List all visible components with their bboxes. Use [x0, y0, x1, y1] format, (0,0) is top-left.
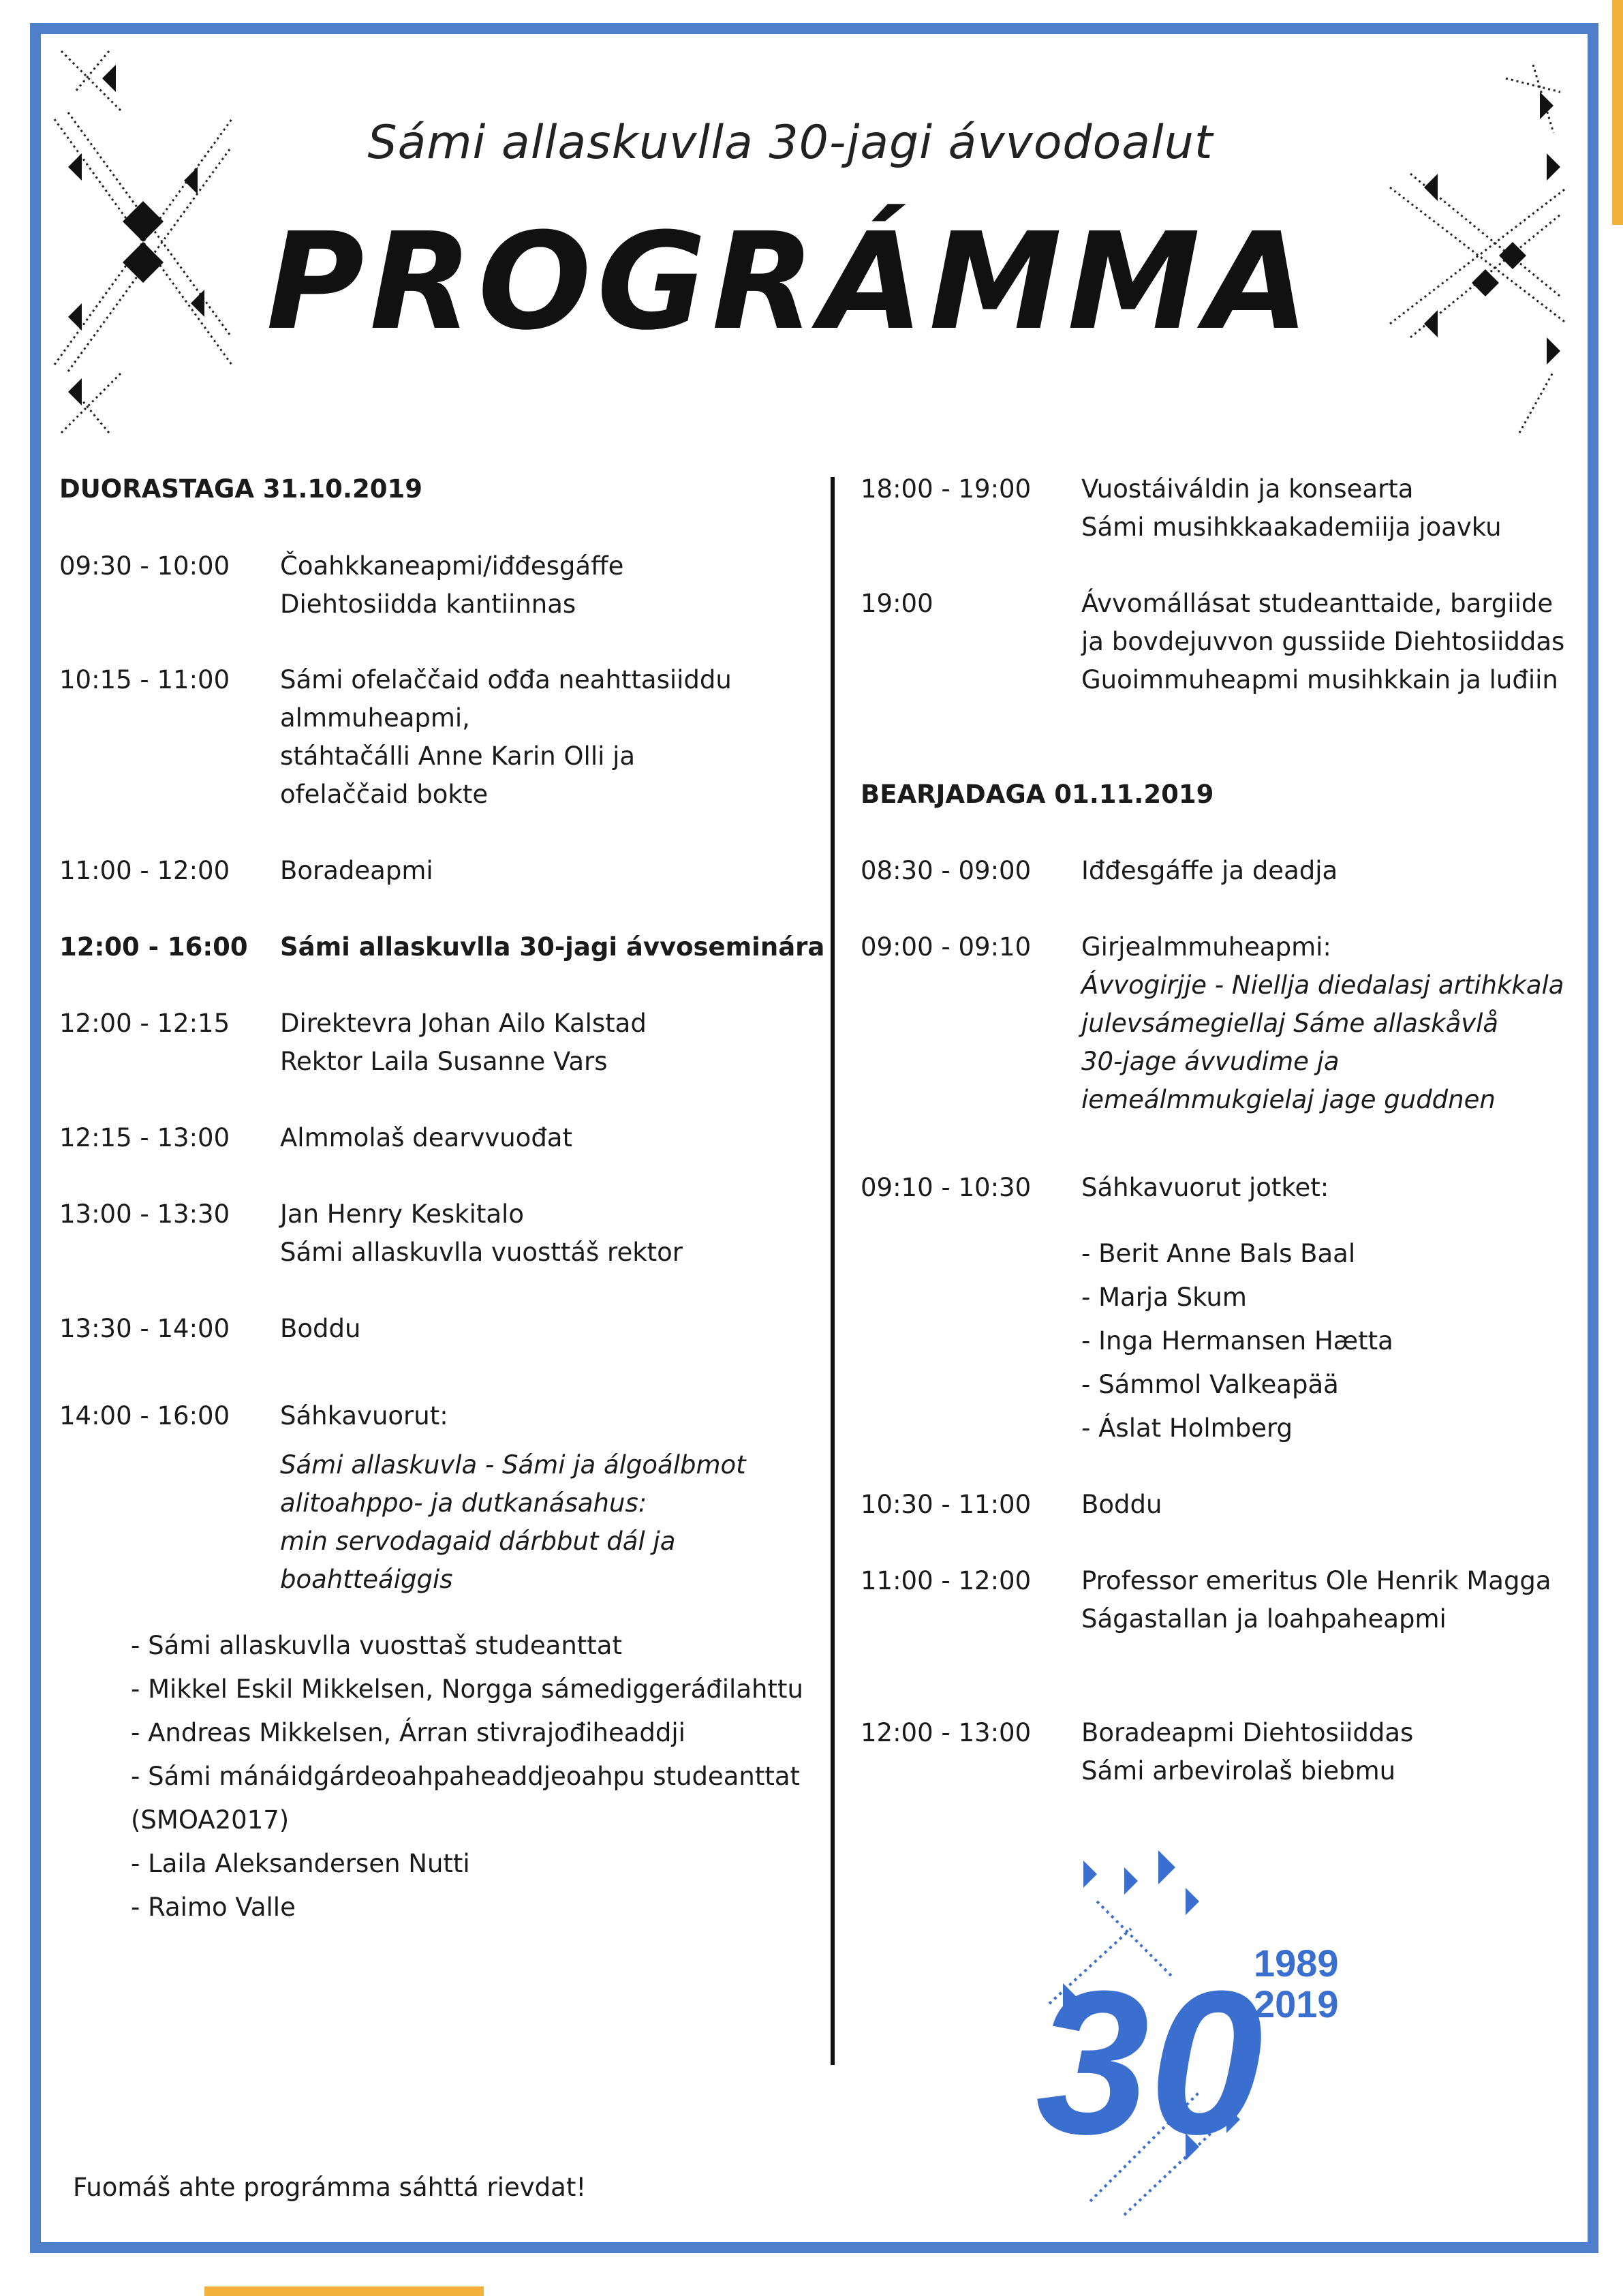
book-title: Ávvogirjje - Niellja diedalasj artihkkala: [1081, 970, 1564, 1000]
logo-mark-text: 30: [1036, 1948, 1263, 2177]
schedule-text: Almmolaš dearvvuođat: [280, 1123, 572, 1152]
schedule-text: Ságastallan ja loahpaheapmi: [1081, 1604, 1447, 1634]
schedule-time: 10:30 - 11:00: [861, 1490, 1032, 1519]
panelist-item: - Andreas Mikkelsen, Árran stivrajođiheaddji: [131, 1718, 685, 1747]
schedule-time: 13:30 - 14:00: [59, 1314, 230, 1343]
schedule-time: 12:00 - 12:15: [59, 1009, 230, 1038]
panel-title: alitoahppo- ja dutkanásahus:: [280, 1488, 647, 1518]
page-title: PROGRÁMMA: [266, 204, 1315, 360]
schedule-text: Sáhkavuorut:: [280, 1401, 448, 1430]
schedule-text: Rektor Laila Susanne Vars: [280, 1047, 608, 1076]
panel-title: Sámi allaskuvla - Sámi ja álgoálbmot: [280, 1450, 746, 1480]
schedule-time: 10:15 - 11:00: [59, 665, 230, 694]
anniversary-30-logo: [1022, 1847, 1376, 2222]
schedule-text: Sámi musihkkaakademiija joavku: [1081, 512, 1502, 542]
day2-heading: BEARJADAGA 01.11.2019: [861, 780, 1214, 809]
panelist-item: (SMOA2017): [131, 1805, 290, 1835]
panelist-item: - Mikkel Eskil Mikkelsen, Norgga sámediggeráđilahttu: [131, 1674, 803, 1704]
schedule-text: Boddu: [1081, 1490, 1162, 1519]
panelist-item: - Raimo Valle: [131, 1893, 296, 1922]
schedule-text: stáhtačálli Anne Karin Olli ja: [280, 741, 636, 771]
orange-accent-tab: [204, 2286, 484, 2296]
schedule-time: 09:00 - 09:10: [861, 932, 1032, 962]
schedule-time: 14:00 - 16:00: [59, 1401, 230, 1430]
panel-title: min servodagaid dárbbut dál ja: [280, 1527, 676, 1556]
schedule-text: Jan Henry Keskitalo: [280, 1199, 524, 1229]
schedule-text: ja bovdejuvvon gussiide Diehtosiiddas: [1081, 627, 1565, 656]
speaker-item: - Sámmol Valkeapää: [1081, 1370, 1339, 1399]
schedule-text: Sámi ofelaččaid ođđa neahttasiiddu: [280, 665, 732, 694]
event-subtitle: Sámi allaskuvlla 30-jagi ávvodoalut: [367, 116, 1214, 170]
schedule-text: Boddu: [280, 1314, 361, 1343]
schedule-text: Sámi allaskuvlla vuosttáš rektor: [280, 1238, 683, 1267]
panel-title: boahtteáiggis: [280, 1565, 453, 1594]
schedule-text: Girjealmmuheapmi:: [1081, 932, 1331, 962]
schedule-text: Sámi allaskuvlla 30-jagi ávvoseminára: [280, 932, 825, 962]
speaker-item: - Berit Anne Bals Baal: [1081, 1239, 1356, 1268]
schedule-time: 13:00 - 13:30: [59, 1199, 230, 1229]
speaker-item: - Áslat Holmberg: [1081, 1413, 1293, 1443]
logo-year-end: 2019: [1254, 1983, 1339, 2025]
schedule-text: Guoimmuheapmi musihkkain ja luđiin: [1081, 665, 1558, 694]
schedule-time: 12:00 - 13:00: [861, 1718, 1032, 1747]
book-title: iemeálmmukgielaj jage guddnen: [1081, 1085, 1496, 1114]
logo-year-start: 1989: [1254, 1942, 1339, 1985]
schedule-text: Professor emeritus Ole Henrik Magga: [1081, 1566, 1551, 1595]
schedule-text: ofelaččaid bokte: [280, 780, 489, 809]
schedule-text: Direktevra Johan Ailo Kalstad: [280, 1009, 647, 1038]
schedule-time: 09:10 - 10:30: [861, 1173, 1032, 1202]
schedule-text: almmuheapmi,: [280, 703, 470, 733]
schedule-text: Diehtosiidda kantiinnas: [280, 590, 576, 619]
column-divider: [831, 477, 835, 2065]
day1-heading: DUORASTAGA 31.10.2019: [59, 474, 422, 504]
schedule-text: Sámi arbevirolaš biebmu: [1081, 1756, 1396, 1786]
schedule-time: 09:30 - 10:00: [59, 551, 230, 581]
schedule-text: Ávvomállásat studeanttaide, bargiide: [1081, 589, 1554, 618]
panelist-item: - Laila Aleksandersen Nutti: [131, 1849, 470, 1878]
schedule-time: 11:00 - 12:00: [861, 1566, 1032, 1595]
panelist-item: - Sámi allaskuvlla vuosttaš studeanttat: [131, 1631, 622, 1660]
schedule-text: Iđđesgáffe ja deadja: [1081, 856, 1338, 885]
speaker-item: - Marja Skum: [1081, 1283, 1247, 1312]
book-title: 30-jage ávvudime ja: [1081, 1047, 1340, 1076]
schedule-time: 12:00 - 16:00: [59, 932, 248, 962]
orange-accent-tab: [1612, 0, 1623, 225]
schedule-time: 19:00: [861, 589, 933, 618]
schedule-time: 11:00 - 12:00: [59, 856, 230, 885]
schedule-text: Vuostáiváldin ja konsearta: [1081, 474, 1414, 504]
footer-note: Fuomáš ahte prográmma sáhttá rievdat!: [73, 2173, 587, 2202]
schedule-time: 08:30 - 09:00: [861, 856, 1032, 885]
schedule-time: 12:15 - 13:00: [59, 1123, 230, 1152]
speaker-item: - Inga Hermansen Hætta: [1081, 1326, 1393, 1356]
panelist-item: - Sámi mánáidgárdeoahpaheaddjeoahpu studeanttat: [131, 1762, 801, 1791]
schedule-time: 18:00 - 19:00: [861, 474, 1032, 504]
book-title: julevsámegiellaj Sáme allaskåvlå: [1081, 1009, 1499, 1038]
schedule-text: Sáhkavuorut jotket:: [1081, 1173, 1329, 1202]
schedule-text: Boradeapmi Diehtosiiddas: [1081, 1718, 1414, 1747]
schedule-text: Boradeapmi: [280, 856, 433, 885]
schedule-text: Čoahkkaneapmi/iđđesgáffe: [280, 551, 624, 581]
